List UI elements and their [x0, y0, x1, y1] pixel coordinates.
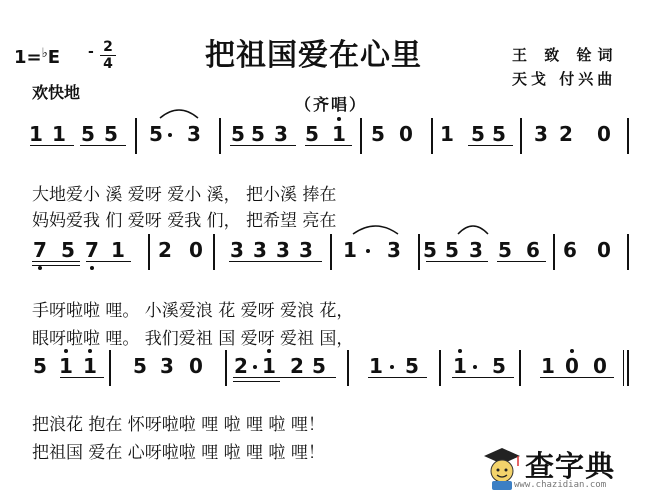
note-1-12: 5	[371, 122, 385, 146]
beam-1-2	[80, 145, 126, 146]
lyricist-credit: 王 致 铨词	[512, 46, 619, 64]
note-3-17: 0	[593, 354, 607, 378]
barline-1-6	[627, 118, 629, 154]
barline-2-3	[330, 234, 332, 270]
beam-3-3	[368, 377, 427, 378]
barline-3-2	[225, 350, 227, 386]
note-3-14: 5	[492, 354, 506, 378]
barline-2-2	[213, 234, 215, 270]
note-2-3: 7	[85, 238, 99, 262]
barline-3-4	[439, 350, 441, 386]
note-3-13: 1	[453, 354, 467, 378]
barline-1-5	[520, 118, 522, 154]
beam-2-1	[32, 261, 80, 262]
flat-sign: ♭	[41, 46, 48, 61]
note-2-7: 3	[230, 238, 244, 262]
note-2-2: 5	[61, 238, 75, 262]
low-octave-dot-2-1	[38, 266, 42, 270]
performance-style: （齐唱）	[295, 95, 368, 114]
final-barline-thin	[623, 350, 624, 386]
slur-2-2	[458, 226, 488, 234]
note-2-12: 3	[387, 238, 401, 262]
note-2-1: 7	[33, 238, 47, 262]
low-octave-dot-2-2	[90, 266, 94, 270]
augmentation-dot-1-1	[168, 133, 172, 137]
barline-2-6	[627, 234, 629, 270]
lyrics-line2-verse2: 眼呀啦啦 哩。 我们爱祖 国 爱呀 爱祖 国，	[32, 329, 354, 349]
time-signature: 2 4	[100, 40, 116, 71]
key-signature: 1=♭E	[14, 46, 61, 68]
beam-1-3	[230, 145, 296, 146]
watermark-name: 查字典	[525, 449, 616, 483]
note-1-9: 3	[274, 122, 288, 146]
lyrics-line3-verse2: 把祖国 爱在 心呀啦啦 哩 啦 哩 啦 哩！	[32, 443, 325, 463]
beam-1-4	[305, 145, 352, 146]
barline-1-4	[431, 118, 433, 154]
note-1-13: 0	[399, 122, 413, 146]
augmentation-dot-2-1	[366, 249, 370, 253]
beam-3-1	[60, 377, 104, 378]
watermark-logo	[480, 442, 648, 498]
barline-2-4	[418, 234, 420, 270]
note-1-7: 5	[231, 122, 245, 146]
note-3-8: 1	[262, 354, 276, 378]
high-octave-dot-3-1	[64, 349, 68, 353]
note-3-16: 0	[565, 354, 579, 378]
note-3-6: 0	[189, 354, 203, 378]
note-3-15: 1	[541, 354, 555, 378]
tempo-marking: 欢快地	[32, 83, 81, 102]
beam-1-1	[30, 145, 74, 146]
beam-2-2	[86, 261, 131, 262]
note-2-13: 5	[423, 238, 437, 262]
note-1-11: 1	[332, 122, 346, 146]
barline-3-5	[519, 350, 521, 386]
note-3-10: 5	[312, 354, 326, 378]
note-2-15: 3	[469, 238, 483, 262]
note-2-4: 1	[111, 238, 125, 262]
note-2-8: 3	[253, 238, 267, 262]
note-1-3: 5	[81, 122, 95, 146]
song-title: 把祖国爱在心里	[205, 38, 422, 73]
barline-3-3	[347, 350, 349, 386]
high-octave-dot-1-1	[337, 117, 341, 121]
note-2-18: 6	[563, 238, 577, 262]
note-1-17: 3	[534, 122, 548, 146]
note-2-10: 3	[299, 238, 313, 262]
note-3-2: 1	[59, 354, 73, 378]
slur-1-1	[160, 110, 198, 118]
note-1-1: 1	[29, 122, 43, 146]
beam-2-4	[426, 261, 488, 262]
note-3-4: 5	[133, 354, 147, 378]
high-octave-dot-3-5	[570, 349, 574, 353]
note-1-18: 2	[559, 122, 573, 146]
beam-2-3	[229, 261, 322, 262]
augmentation-dot-3-1	[253, 365, 257, 369]
barline-1-1	[135, 118, 137, 154]
note-1-4: 5	[104, 122, 118, 146]
note-3-5: 3	[160, 354, 174, 378]
beam-3-5	[540, 377, 614, 378]
note-3-7: 2	[234, 354, 248, 378]
barline-3-1	[109, 350, 111, 386]
key-dash: -	[88, 44, 94, 60]
barline-1-2	[219, 118, 221, 154]
high-octave-dot-3-3	[267, 349, 271, 353]
high-octave-dot-3-2	[88, 349, 92, 353]
note-1-19: 0	[597, 122, 611, 146]
lyrics-line1-verse2: 妈妈爱我 们 爱呀 爱我 们， 把希望 亮在	[32, 211, 337, 231]
note-3-9: 2	[290, 354, 304, 378]
note-1-8: 5	[251, 122, 265, 146]
composer-credit: 天戈 付兴曲	[512, 70, 617, 88]
barline-1-3	[360, 118, 362, 154]
note-2-17: 6	[526, 238, 540, 262]
beam2-2-1	[32, 265, 80, 266]
note-2-11: 1	[343, 238, 357, 262]
note-3-11: 1	[369, 354, 383, 378]
note-2-14: 5	[445, 238, 459, 262]
note-2-6: 0	[189, 238, 203, 262]
note-1-6: 3	[187, 122, 201, 146]
slur-2-1	[353, 226, 398, 234]
note-2-19: 0	[597, 238, 611, 262]
beam-3-4	[452, 377, 514, 378]
barline-2-5	[553, 234, 555, 270]
note-1-15: 5	[471, 122, 485, 146]
lyrics-line2-verse1: 手呀啦啦 哩。 小溪爱浪 花 爱呀 爱浪 花，	[32, 301, 354, 321]
high-octave-dot-3-4	[458, 349, 462, 353]
note-3-12: 5	[405, 354, 419, 378]
note-2-16: 5	[498, 238, 512, 262]
note-1-5: 5	[149, 122, 163, 146]
note-1-10: 5	[305, 122, 319, 146]
note-1-14: 1	[440, 122, 454, 146]
lyrics-line1-verse1: 大地爱小 溪 爱呀 爱小 溪， 把小溪 捧在	[32, 185, 337, 205]
note-1-2: 1	[52, 122, 66, 146]
note-3-1: 5	[33, 354, 47, 378]
note-2-5: 2	[158, 238, 172, 262]
watermark-url: www.chazidian.com	[514, 480, 607, 490]
note-1-16: 5	[492, 122, 506, 146]
note-2-9: 3	[276, 238, 290, 262]
beam2-3-1	[233, 381, 280, 382]
barline-3-6	[627, 350, 629, 386]
augmentation-dot-3-3	[473, 365, 477, 369]
beam-2-5	[497, 261, 546, 262]
beam-1-5	[468, 145, 513, 146]
augmentation-dot-3-2	[390, 365, 394, 369]
lyrics-line3-verse1: 把浪花 抱在 怀呀啦啦 哩 啦 哩 啦 哩！	[32, 415, 325, 435]
barline-2-1	[148, 234, 150, 270]
beam-3-2	[233, 377, 336, 378]
note-3-3: 1	[83, 354, 97, 378]
